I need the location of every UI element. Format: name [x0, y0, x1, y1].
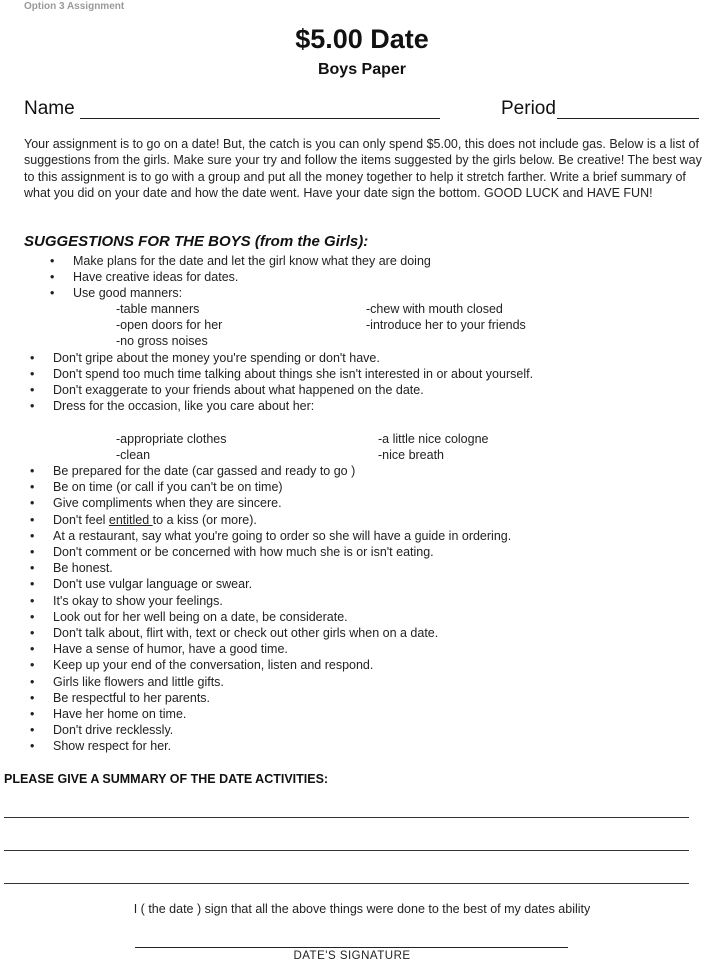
- list-item-text: Don't use vulgar language or swear.: [53, 577, 253, 592]
- list-item-text: Don't feel: [53, 512, 109, 527]
- list-item: [30, 657, 374, 673]
- bullet-icon: •: [30, 723, 35, 738]
- bullet-icon: •: [30, 351, 35, 365]
- list-item: [50, 269, 239, 285]
- page-title: $5.00 Date: [295, 24, 429, 54]
- bullet-icon: •: [50, 254, 55, 268]
- sub-item: -clean: [116, 448, 151, 462]
- bullet-icon: •: [30, 464, 35, 478]
- bullet-icon: •: [30, 496, 35, 511]
- sub-item: -a little nice cologne: [378, 432, 489, 446]
- list-item-text: Girls like flowers and little gifts.: [53, 674, 224, 689]
- list-item: [30, 722, 174, 738]
- list-item: [30, 366, 534, 382]
- underlined-word: entitled: [108, 512, 153, 527]
- bullet-icon: •: [30, 739, 35, 754]
- sub-item: -table manners: [116, 302, 200, 316]
- sub-item: -open doors for her: [116, 318, 223, 332]
- list-item-text: Don't comment or be concerned with how much she is or isn't eating.: [53, 545, 434, 559]
- signature-label: DATE'S SIGNATURE: [293, 950, 411, 962]
- list-item: [30, 350, 380, 366]
- list-item: [30, 641, 288, 657]
- summary-line[interactable]: [4, 817, 689, 818]
- suggestions-heading: SUGGESTIONS FOR THE BOYS (from the Girls):: [24, 233, 369, 250]
- bullet-icon: •: [30, 593, 35, 608]
- list-item: [50, 253, 431, 269]
- list-item-text: Be on time (or call if you can't be on time): [53, 480, 283, 495]
- list-item-text: Use good manners:: [73, 286, 183, 300]
- list-item: [30, 706, 187, 722]
- bullet-icon: •: [30, 577, 35, 592]
- bullet-icon: •: [30, 367, 35, 381]
- list-item-text: Don't spend too much time talking about things she isn't interested in or about yourself.: [53, 367, 534, 381]
- sub-item: -no gross noises: [116, 334, 208, 348]
- bullet-icon: •: [50, 270, 55, 284]
- list-item: [30, 512, 257, 528]
- list-item: [30, 690, 211, 706]
- list-item-text: Show respect for her.: [53, 739, 172, 754]
- sub-item: -introduce her to your friends: [366, 318, 526, 332]
- bullet-icon: •: [50, 286, 55, 300]
- list-item: [30, 625, 439, 641]
- bullet-icon: •: [30, 707, 35, 721]
- list-item: [30, 398, 315, 414]
- bullet-icon: •: [30, 658, 35, 673]
- bullet-icon: •: [30, 399, 35, 413]
- list-item: [30, 560, 113, 576]
- bullet-icon: •: [30, 512, 35, 527]
- list-item: [30, 738, 172, 754]
- list-item-text: Don't talk about, flirt with, text or check out other girls when on a date.: [53, 626, 439, 640]
- summary-line[interactable]: [4, 850, 689, 851]
- instructions-paragraph: Your assignment is to go on a date! But, the catch is you can only spend $5.00, this does not include gas. Below is a list of suggestions from the girls. Make sure your try and follow the items suggested by the girls below. Be creative! The best way to this assignment is to go with a group and put all the money together to help it stretch farther. Write a brief summary of what you did on your date and how the date went. Have your date sign the bottom. GOOD LUCK and HAVE FUN!: [24, 137, 702, 200]
- list-item-text: Have creative ideas for dates.: [73, 270, 239, 284]
- list-item-text: Make plans for the date and let the girl know what they are doing: [73, 254, 431, 268]
- summary-heading: PLEASE GIVE A SUMMARY OF THE DATE ACTIVITIES:: [4, 772, 329, 786]
- list-item-text: Have her home on time.: [53, 707, 187, 721]
- bullet-icon: •: [30, 383, 35, 397]
- list-item-text: Be honest.: [53, 561, 113, 576]
- name-label: Name: [24, 98, 75, 119]
- list-item-text: Dress for the occasion, like you care about her:: [53, 399, 315, 413]
- bullet-icon: •: [30, 690, 35, 705]
- list-item-text: Be respectful to her parents.: [53, 690, 211, 705]
- list-item-text: Keep up your end of the conversation, listen and respond.: [53, 658, 374, 673]
- list-item: [30, 576, 253, 592]
- bullet-icon: •: [30, 561, 35, 576]
- bullet-icon: •: [30, 674, 35, 689]
- attestation-text: I ( the date ) sign that all the above things were done to the best of my dates ability: [133, 902, 591, 916]
- list-item-text: Give compliments when they are sincere.: [53, 496, 282, 511]
- bullet-icon: •: [30, 480, 35, 495]
- list-item: [30, 463, 356, 479]
- list-item-text: Don't gripe about the money you're spending or don't have.: [53, 351, 380, 365]
- list-item: [30, 382, 424, 398]
- bullet-icon: •: [30, 545, 35, 559]
- bullet-icon: •: [30, 626, 35, 640]
- bullet-icon: •: [30, 609, 35, 624]
- list-item: [50, 285, 183, 301]
- list-item-text: At a restaurant, say what you're going to order so she will have a guide in ordering.: [53, 528, 512, 543]
- list-item: [30, 495, 282, 511]
- bullet-icon: •: [30, 642, 35, 657]
- name-field[interactable]: [80, 118, 440, 119]
- list-item-text: Be prepared for the date (car gassed and ready to go ): [53, 464, 356, 478]
- summary-line[interactable]: [4, 883, 689, 884]
- list-item-text: to a kiss (or more).: [152, 512, 257, 527]
- list-item: [30, 674, 224, 690]
- period-field[interactable]: [557, 118, 699, 119]
- signature-line[interactable]: [135, 947, 568, 948]
- sub-item: -nice breath: [378, 448, 445, 462]
- list-item: [30, 609, 348, 625]
- list-item: [30, 544, 434, 560]
- bullet-icon: •: [30, 528, 35, 543]
- list-item-text: Look out for her well being on a date, be considerate.: [53, 609, 348, 624]
- header-note: Option 3 Assignment: [24, 1, 125, 12]
- list-item: [30, 479, 283, 495]
- list-item: [30, 593, 223, 609]
- page-subtitle: Boys Paper: [317, 61, 407, 78]
- list-item: [30, 528, 512, 544]
- sub-item: -chew with mouth closed: [366, 302, 503, 316]
- period-label: Period: [501, 98, 556, 119]
- sub-item: -appropriate clothes: [116, 432, 227, 446]
- list-item-text: Don't drive recklessly.: [53, 723, 174, 738]
- list-item-text: It's okay to show your feelings.: [53, 593, 223, 608]
- list-item-text: Don't exaggerate to your friends about what happened on the date.: [53, 383, 424, 397]
- list-item-text: Have a sense of humor, have a good time.: [53, 642, 288, 657]
